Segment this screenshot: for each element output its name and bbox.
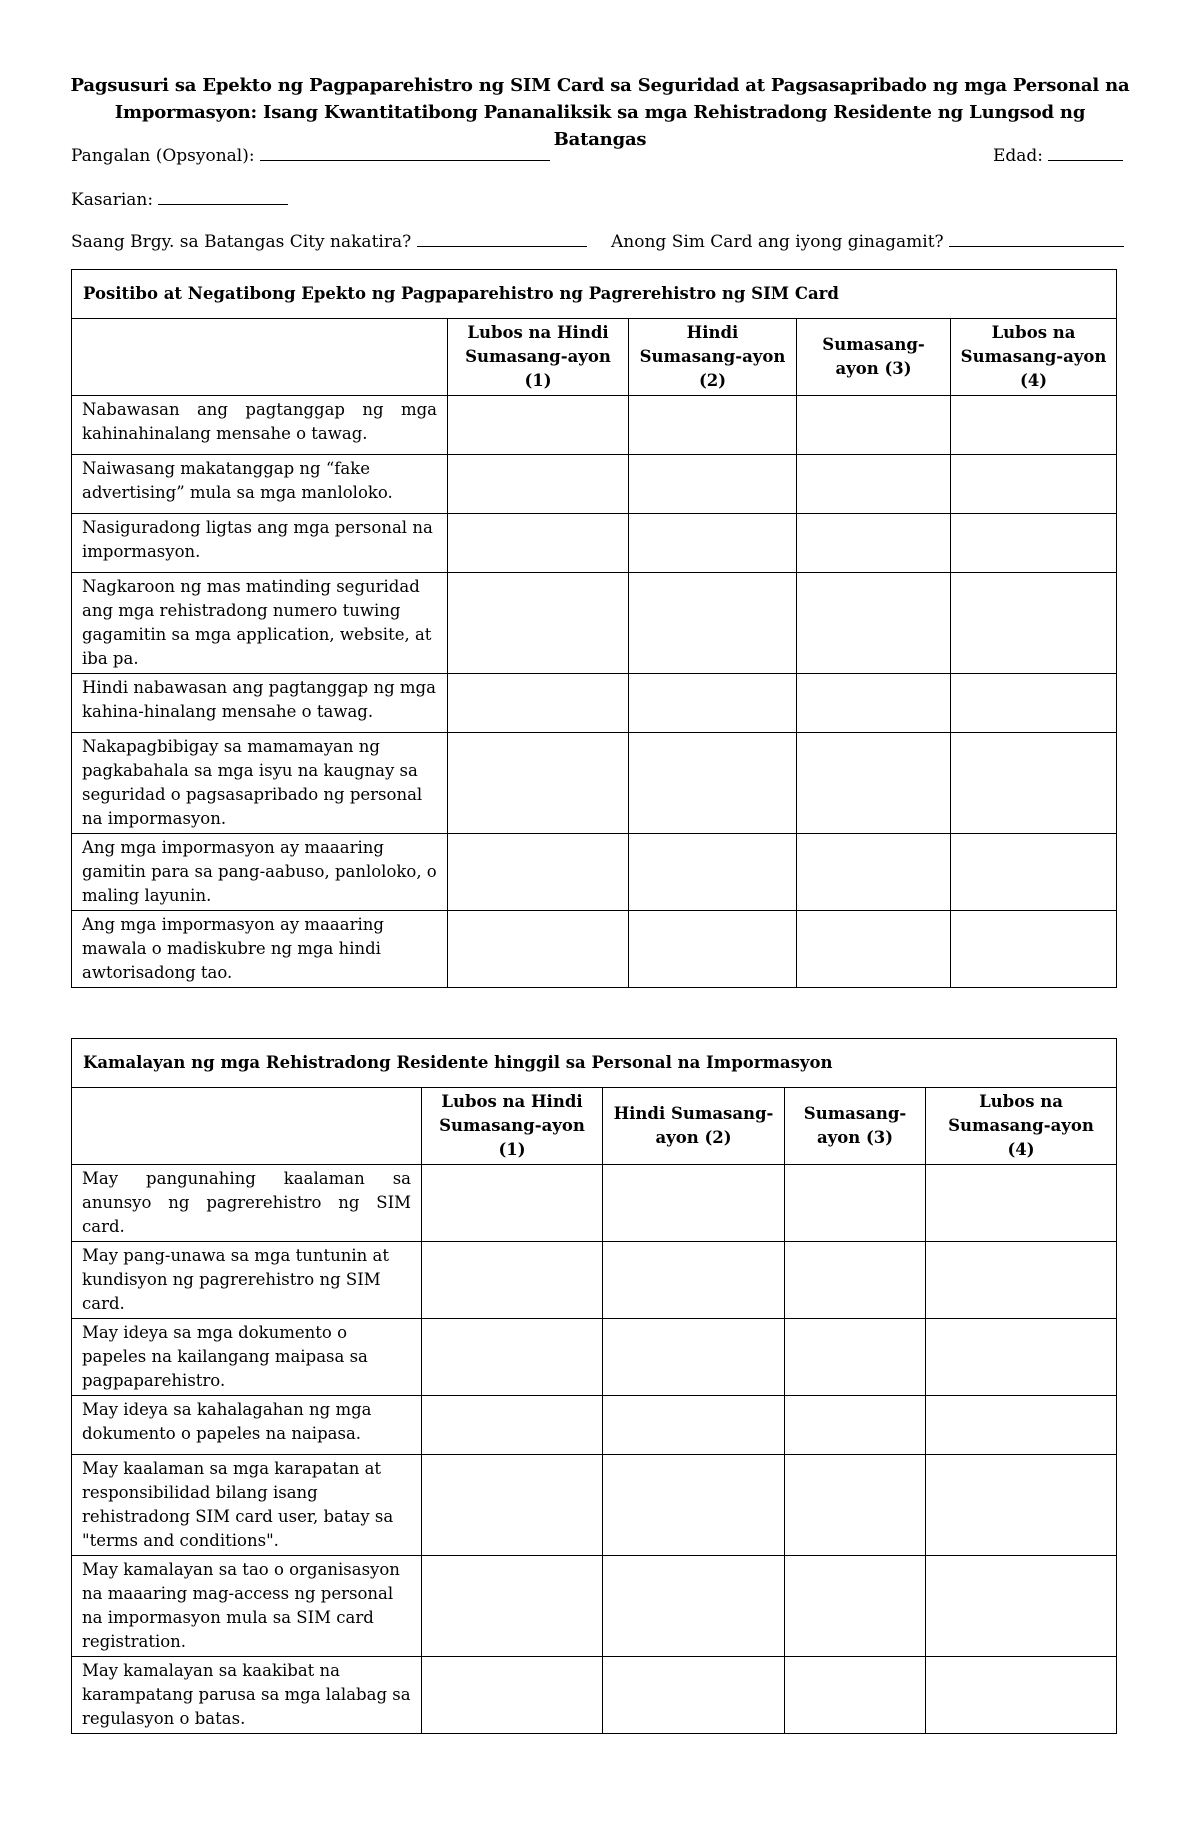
rating-cell-2[interactable] xyxy=(603,1396,785,1455)
statement-column-header xyxy=(72,319,448,396)
rating-cell-4[interactable] xyxy=(951,834,1117,911)
section-title: Positibo at Negatibong Epekto ng Pagpaparehistro ng Pagrerehistro ng SIM Card xyxy=(72,270,1117,319)
statement-cell: Nabawasan ang pagtanggap ng mga kahinahinalang mensahe o tawag. xyxy=(72,396,448,455)
effects-table xyxy=(71,269,1117,988)
rating-cell-4[interactable] xyxy=(926,1242,1117,1319)
rating-cell-3[interactable] xyxy=(785,1319,926,1396)
rating-cell-1[interactable] xyxy=(448,455,629,514)
rating-cell-1[interactable] xyxy=(422,1556,603,1657)
rating-cell-4[interactable] xyxy=(951,573,1117,674)
age-label: Edad: xyxy=(993,146,1044,166)
barangay-label: Saang Brgy. sa Batangas City nakatira? xyxy=(71,232,412,252)
table-section-header xyxy=(72,1039,1117,1088)
title-line-2: Impormasyon: Isang Kwantitatibong Pananaliksik sa mga Rehistradong Residente ng Lungsod ng Batangas xyxy=(114,102,1086,150)
column-header: Lubos na Sumasang-ayon (4) xyxy=(951,319,1117,396)
table-row xyxy=(72,514,1117,573)
rating-cell-1[interactable] xyxy=(448,834,629,911)
statement-cell: May pang-unawa sa mga tuntunin at kundisyon ng pagrerehistro ng SIM card. xyxy=(72,1242,422,1319)
rating-cell-4[interactable] xyxy=(926,1396,1117,1455)
rating-cell-4[interactable] xyxy=(951,674,1117,733)
table-row xyxy=(72,1556,1117,1657)
barangay-field-row xyxy=(71,228,587,253)
column-header-row xyxy=(72,1088,1117,1165)
column-header: Hindi Sumasang-ayon (2) xyxy=(629,319,797,396)
rating-cell-4[interactable] xyxy=(951,733,1117,834)
rating-cell-2[interactable] xyxy=(603,1165,785,1242)
rating-cell-2[interactable] xyxy=(629,455,797,514)
rating-cell-4[interactable] xyxy=(951,911,1117,988)
rating-cell-3[interactable] xyxy=(785,1657,926,1734)
statement-cell: Ang mga impormasyon ay maaaring mawala o madiskubre ng mga hindi awtorisadong tao. xyxy=(72,911,448,988)
barangay-blank[interactable] xyxy=(417,228,587,247)
column-header: Sumasang-ayon (3) xyxy=(785,1088,926,1165)
rating-cell-1[interactable] xyxy=(448,514,629,573)
rating-cell-2[interactable] xyxy=(603,1319,785,1396)
awareness-table xyxy=(71,1038,1117,1734)
rating-cell-2[interactable] xyxy=(603,1657,785,1734)
simcard-blank[interactable] xyxy=(949,228,1124,247)
name-blank[interactable] xyxy=(260,142,550,161)
rating-cell-3[interactable] xyxy=(797,674,951,733)
statement-cell: May ideya sa kahalagahan ng mga dokumento o papeles na naipasa. xyxy=(72,1396,422,1455)
table-row xyxy=(72,1657,1117,1734)
table-row xyxy=(72,1165,1117,1242)
name-label: Pangalan (Opsyonal): xyxy=(71,146,255,166)
age-field-row xyxy=(993,142,1123,167)
sex-label: Kasarian: xyxy=(71,190,154,210)
rating-cell-3[interactable] xyxy=(797,396,951,455)
statement-cell: May kamalayan sa kaakibat na karampatang parusa sa mga lalabag sa regulasyon o batas. xyxy=(72,1657,422,1734)
table-row xyxy=(72,1396,1117,1455)
name-field-row xyxy=(71,142,550,167)
rating-cell-1[interactable] xyxy=(422,1455,603,1556)
rating-cell-2[interactable] xyxy=(629,396,797,455)
table-row xyxy=(72,455,1117,514)
rating-cell-1[interactable] xyxy=(448,733,629,834)
simcard-label: Anong Sim Card ang iyong ginagamit? xyxy=(611,232,944,252)
simcard-field-row xyxy=(611,228,1124,253)
column-header-row xyxy=(72,319,1117,396)
table-row xyxy=(72,1455,1117,1556)
rating-cell-3[interactable] xyxy=(797,834,951,911)
column-header: Hindi Sumasang-ayon (2) xyxy=(603,1088,785,1165)
rating-cell-3[interactable] xyxy=(785,1455,926,1556)
rating-cell-3[interactable] xyxy=(797,455,951,514)
table-row xyxy=(72,911,1117,988)
rating-cell-2[interactable] xyxy=(629,674,797,733)
statement-cell: May ideya sa mga dokumento o papeles na kailangang maipasa sa pagpaparehistro. xyxy=(72,1319,422,1396)
rating-cell-2[interactable] xyxy=(629,834,797,911)
column-header: Sumasang-ayon (3) xyxy=(797,319,951,396)
table-row xyxy=(72,674,1117,733)
statement-cell: May kaalaman sa mga karapatan at responsibilidad bilang isang rehistradong SIM card user, batay sa "terms and conditions". xyxy=(72,1455,422,1556)
sex-field-row xyxy=(71,186,288,211)
section-title: Kamalayan ng mga Rehistradong Residente hinggil sa Personal na Impormasyon xyxy=(72,1039,1117,1088)
rating-cell-4[interactable] xyxy=(951,455,1117,514)
rating-cell-1[interactable] xyxy=(448,674,629,733)
rating-cell-2[interactable] xyxy=(629,514,797,573)
rating-cell-3[interactable] xyxy=(785,1396,926,1455)
rating-cell-3[interactable] xyxy=(797,573,951,674)
column-header: Lubos na Sumasang-ayon (4) xyxy=(926,1088,1117,1165)
statement-cell: Nagkaroon ng mas matinding seguridad ang mga rehistradong numero tuwing gagamitin sa mga application, website, at iba pa. xyxy=(72,573,448,674)
rating-cell-3[interactable] xyxy=(785,1165,926,1242)
table-row xyxy=(72,1242,1117,1319)
rating-cell-3[interactable] xyxy=(797,514,951,573)
rating-cell-3[interactable] xyxy=(797,733,951,834)
rating-cell-1[interactable] xyxy=(422,1319,603,1396)
rating-cell-4[interactable] xyxy=(926,1319,1117,1396)
rating-cell-2[interactable] xyxy=(629,911,797,988)
sex-blank[interactable] xyxy=(158,186,288,205)
column-header: Lubos na Hindi Sumasang-ayon (1) xyxy=(422,1088,603,1165)
rating-cell-2[interactable] xyxy=(629,733,797,834)
document-title xyxy=(70,72,1130,153)
rating-cell-1[interactable] xyxy=(422,1657,603,1734)
statement-cell: Hindi nabawasan ang pagtanggap ng mga kahina-hinalang mensahe o tawag. xyxy=(72,674,448,733)
statement-cell: Nasiguradong ligtas ang mga personal na impormasyon. xyxy=(72,514,448,573)
column-header: Lubos na Hindi Sumasang-ayon (1) xyxy=(448,319,629,396)
statement-cell: Naiwasang makatanggap ng “fake advertising” mula sa mga manloloko. xyxy=(72,455,448,514)
table-row xyxy=(72,1319,1117,1396)
statement-column-header xyxy=(72,1088,422,1165)
rating-cell-1[interactable] xyxy=(422,1396,603,1455)
rating-cell-3[interactable] xyxy=(797,911,951,988)
title-line-1: Pagsusuri sa Epekto ng Pagpaparehistro ng SIM Card sa Seguridad at Pagsasapribado ng mga Personal na xyxy=(70,75,1130,96)
rating-cell-4[interactable] xyxy=(926,1657,1117,1734)
rating-cell-4[interactable] xyxy=(926,1165,1117,1242)
rating-cell-1[interactable] xyxy=(448,396,629,455)
statement-cell: Ang mga impormasyon ay maaaring gamitin para sa pang-aabuso, panloloko, o maling layunin. xyxy=(72,834,448,911)
rating-cell-1[interactable] xyxy=(422,1242,603,1319)
statement-cell: May pangunahing kaalaman sa anunsyo ng pagrerehistro ng SIM card. xyxy=(72,1165,422,1242)
rating-cell-4[interactable] xyxy=(926,1455,1117,1556)
age-blank[interactable] xyxy=(1048,142,1123,161)
rating-cell-1[interactable] xyxy=(448,911,629,988)
table-row xyxy=(72,396,1117,455)
rating-cell-4[interactable] xyxy=(951,514,1117,573)
rating-cell-3[interactable] xyxy=(785,1242,926,1319)
rating-cell-2[interactable] xyxy=(603,1455,785,1556)
rating-cell-2[interactable] xyxy=(603,1242,785,1319)
rating-cell-4[interactable] xyxy=(951,396,1117,455)
rating-cell-3[interactable] xyxy=(785,1556,926,1657)
rating-cell-1[interactable] xyxy=(422,1165,603,1242)
rating-cell-2[interactable] xyxy=(603,1556,785,1657)
statement-cell: May kamalayan sa tao o organisasyon na maaaring mag-access ng personal na impormasyon mula sa SIM card registration. xyxy=(72,1556,422,1657)
table-row xyxy=(72,834,1117,911)
rating-cell-2[interactable] xyxy=(629,573,797,674)
table-row xyxy=(72,733,1117,834)
table-section-header xyxy=(72,270,1117,319)
rating-cell-4[interactable] xyxy=(926,1556,1117,1657)
rating-cell-1[interactable] xyxy=(448,573,629,674)
statement-cell: Nakapagbibigay sa mamamayan ng pagkabahala sa mga isyu na kaugnay sa seguridad o pagsasapribado ng personal na impormasyon. xyxy=(72,733,448,834)
table-row xyxy=(72,573,1117,674)
